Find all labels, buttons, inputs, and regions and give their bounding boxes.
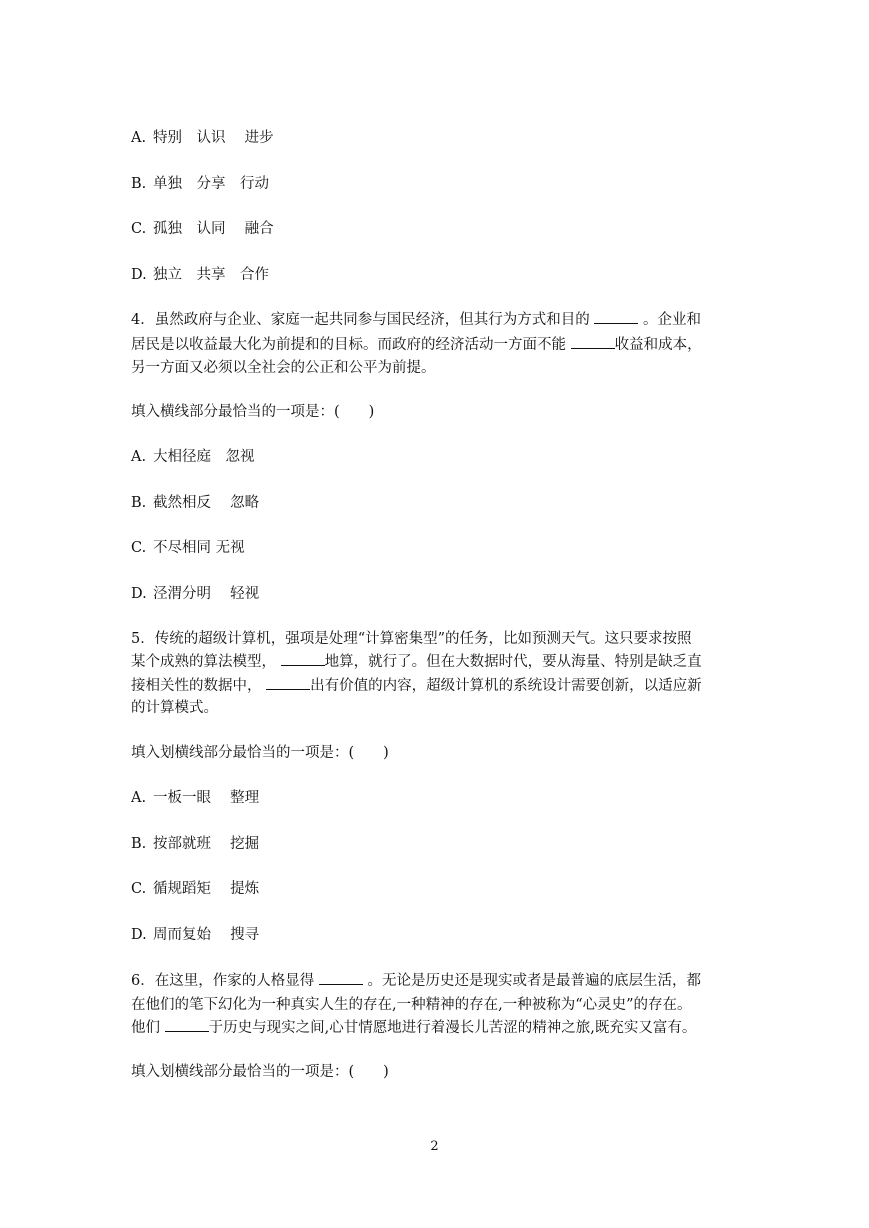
option-text: 不尽相同 无视	[153, 540, 245, 556]
q5-stem-line1: 5．传统的超级计算机，强项是处理“计算密集型”的任务，比如预测天气。这只要求按照	[131, 631, 692, 647]
option-text: 截然相反 忽略	[153, 495, 260, 511]
option-letter: B.	[131, 495, 147, 511]
text: 。无论是历史还是现实或者是最普遍的底层生活，都	[362, 973, 701, 989]
q6-stem-line3	[131, 1018, 696, 1038]
text: 出有价值的内容，超级计算机的系统设计需要创新，以适应新	[310, 678, 702, 694]
q5-stem-line2	[131, 652, 702, 672]
option-text: 独立 共享 合作	[153, 267, 269, 283]
q6-stem-line1	[131, 971, 701, 991]
q5-stem-line4: 的计算模式。	[131, 700, 218, 716]
text: 接相关性的数据中，	[131, 678, 267, 694]
option-letter: B.	[131, 836, 147, 852]
option-letter: A.	[131, 790, 147, 806]
option-text: 大相径庭 忽视	[153, 449, 255, 465]
q3-option-c	[131, 219, 274, 239]
option-letter: A.	[131, 449, 147, 465]
option-letter: C.	[131, 881, 147, 897]
text: 6．在这里，作家的人格显得	[131, 973, 319, 989]
option-letter: A.	[131, 130, 147, 146]
option-letter: C.	[131, 540, 147, 556]
q5-prompt: 填入划横线部分最恰当的一项是：( )	[131, 745, 389, 761]
q4-prompt: 填入横线部分最恰当的一项是：( )	[131, 404, 375, 420]
option-text: 单独 分享 行动	[153, 176, 269, 192]
answer-blank	[165, 1019, 209, 1032]
answer-blank	[281, 653, 325, 666]
option-text: 循规蹈矩 提炼	[153, 881, 260, 897]
option-letter: B.	[131, 176, 147, 192]
option-text: 一板一眼 整理	[153, 790, 260, 806]
q4-option-b	[131, 493, 259, 513]
text: 。企业和	[638, 312, 701, 328]
q3-option-a	[131, 128, 274, 148]
q5-option-c	[131, 879, 259, 899]
q4-option-c	[131, 538, 245, 558]
text: 收益和成本，	[614, 337, 702, 353]
q6-prompt: 填入划横线部分最恰当的一项是：( )	[131, 1064, 389, 1080]
q4-stem-line3	[131, 358, 436, 378]
q5-option-b	[131, 834, 259, 854]
q4-stem-line2	[131, 335, 702, 355]
text: 于历史与现实之间,心甘情愿地进行着漫长儿苦涩的精神之旅,既充实又富有。	[208, 1020, 697, 1036]
q3-option-b	[131, 174, 269, 194]
text: 他们	[131, 1020, 165, 1036]
q4-stem-line1	[131, 310, 701, 330]
q4-option-d	[131, 584, 259, 604]
option-text: 按部就班 挖掘	[153, 836, 260, 852]
option-text: 泾渭分明 轻视	[153, 586, 260, 602]
answer-blank	[571, 336, 615, 349]
text: 4．虽然政府与企业、家庭一起共同参与国民经济，但其行为方式和目的	[131, 312, 595, 328]
text: 另一方面又必须以全社会的公正和公平为前提。	[131, 360, 436, 376]
option-text: 孤独 认同 融合	[153, 221, 274, 237]
text: 某个成熟的算法模型，	[131, 654, 281, 670]
page-number: 2	[430, 1139, 439, 1154]
option-letter: D.	[131, 927, 147, 943]
answer-blank	[319, 972, 363, 985]
q4-option-a	[131, 447, 255, 467]
q5-option-a	[131, 788, 259, 808]
q5-stem-line3	[131, 676, 702, 696]
text: 地算，就行了。但在大数据时代，要从海量、特别是缺乏直	[324, 654, 702, 670]
text: 居民是以收益最大化为前提和的目标。而政府的经济活动一方面不能	[131, 337, 571, 353]
option-text: 周而复始 搜寻	[153, 927, 260, 943]
q6-stem-line2: 在他们的笔下幻化为一种真实人生的存在,一种精神的存在,一种被称为“心灵史”的存在。	[131, 997, 692, 1013]
answer-blank	[266, 677, 310, 690]
answer-blank	[594, 311, 638, 324]
option-letter: D.	[131, 267, 147, 283]
option-text: 特别 认识 进步	[153, 130, 274, 146]
option-letter: D.	[131, 586, 147, 602]
q5-option-d	[131, 925, 259, 945]
q3-option-d	[131, 265, 269, 285]
option-letter: C.	[131, 221, 147, 237]
